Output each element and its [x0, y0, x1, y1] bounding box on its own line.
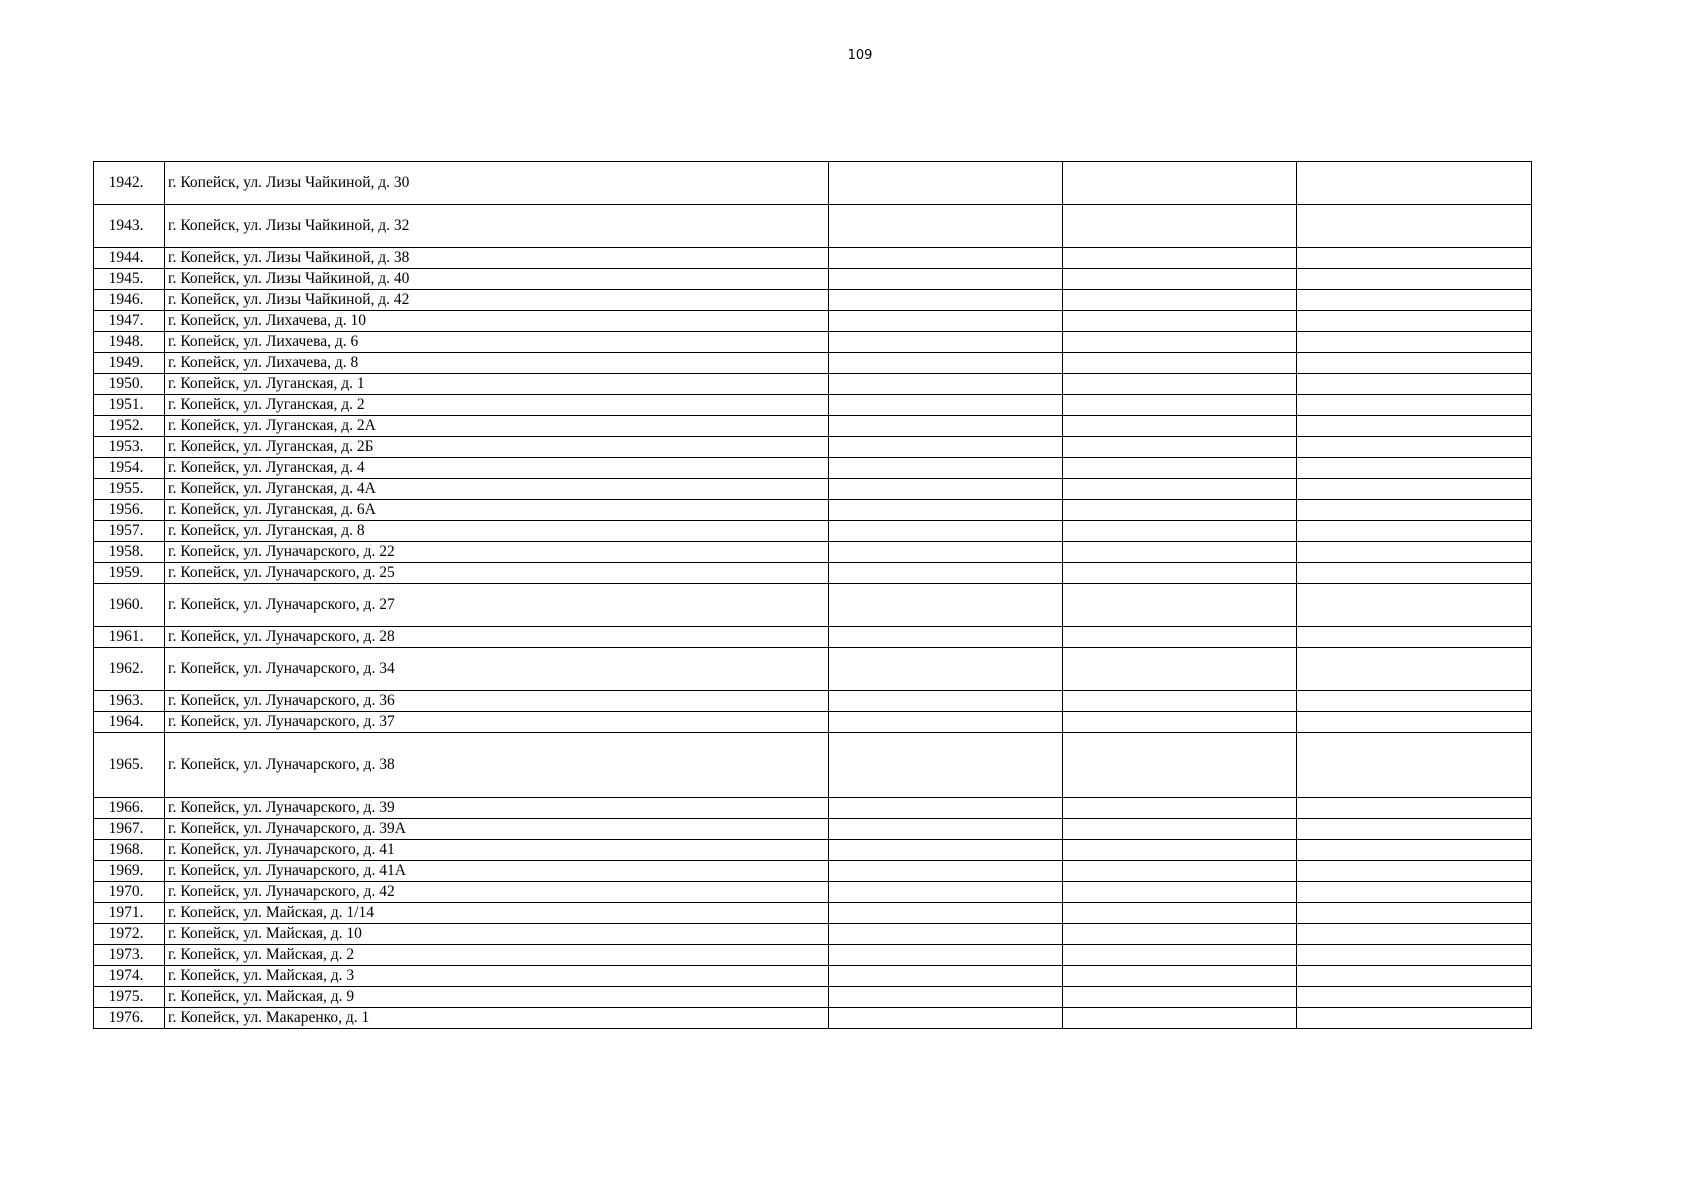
table-row — [94, 563, 1532, 584]
table-row — [94, 691, 1532, 712]
row-number-cell: 1953. — [94, 437, 165, 458]
empty-cell-3 — [1297, 987, 1532, 1008]
empty-cell-2 — [1063, 290, 1297, 311]
table-row — [94, 584, 1532, 627]
row-number-cell: 1968. — [94, 840, 165, 861]
empty-cell-1 — [829, 903, 1063, 924]
address-cell: г. Копейск, ул. Лизы Чайкиной, д. 30 — [165, 162, 829, 205]
empty-cell-2 — [1063, 1008, 1297, 1029]
empty-cell-2 — [1063, 627, 1297, 648]
empty-cell-2 — [1063, 248, 1297, 269]
empty-cell-1 — [829, 584, 1063, 627]
empty-cell-2 — [1063, 437, 1297, 458]
empty-cell-1 — [829, 248, 1063, 269]
empty-cell-1 — [829, 458, 1063, 479]
address-cell: г. Копейск, ул. Майская, д. 1/14 — [165, 903, 829, 924]
empty-cell-2 — [1063, 353, 1297, 374]
row-number-cell: 1954. — [94, 458, 165, 479]
table-row — [94, 542, 1532, 563]
empty-cell-2 — [1063, 882, 1297, 903]
address-cell: г. Копейск, ул. Лихачева, д. 10 — [165, 311, 829, 332]
empty-cell-3 — [1297, 332, 1532, 353]
row-number-cell: 1976. — [94, 1008, 165, 1029]
empty-cell-1 — [829, 691, 1063, 712]
row-number-cell: 1964. — [94, 712, 165, 733]
empty-cell-2 — [1063, 332, 1297, 353]
address-cell: г. Копейск, ул. Майская, д. 9 — [165, 987, 829, 1008]
empty-cell-2 — [1063, 987, 1297, 1008]
empty-cell-1 — [829, 861, 1063, 882]
address-cell: г. Копейск, ул. Луначарского, д. 41 — [165, 840, 829, 861]
empty-cell-1 — [829, 416, 1063, 437]
empty-cell-3 — [1297, 840, 1532, 861]
row-number-cell: 1944. — [94, 248, 165, 269]
address-cell: г. Копейск, ул. Лихачева, д. 8 — [165, 353, 829, 374]
empty-cell-2 — [1063, 584, 1297, 627]
table-row — [94, 290, 1532, 311]
empty-cell-2 — [1063, 712, 1297, 733]
empty-cell-2 — [1063, 691, 1297, 712]
table-row — [94, 374, 1532, 395]
row-number-cell: 1962. — [94, 648, 165, 691]
row-number-cell: 1961. — [94, 627, 165, 648]
empty-cell-2 — [1063, 521, 1297, 542]
empty-cell-3 — [1297, 205, 1532, 248]
empty-cell-3 — [1297, 437, 1532, 458]
row-number-cell: 1959. — [94, 563, 165, 584]
empty-cell-3 — [1297, 353, 1532, 374]
row-number-cell: 1957. — [94, 521, 165, 542]
address-cell: г. Копейск, ул. Луначарского, д. 25 — [165, 563, 829, 584]
table-row — [94, 987, 1532, 1008]
row-number-cell: 1958. — [94, 542, 165, 563]
table-row — [94, 248, 1532, 269]
empty-cell-1 — [829, 924, 1063, 945]
empty-cell-1 — [829, 311, 1063, 332]
empty-cell-3 — [1297, 945, 1532, 966]
empty-cell-3 — [1297, 374, 1532, 395]
empty-cell-2 — [1063, 162, 1297, 205]
row-number-cell: 1963. — [94, 691, 165, 712]
empty-cell-3 — [1297, 521, 1532, 542]
address-cell: г. Копейск, ул. Лизы Чайкиной, д. 38 — [165, 248, 829, 269]
empty-cell-3 — [1297, 903, 1532, 924]
empty-cell-1 — [829, 882, 1063, 903]
empty-cell-3 — [1297, 882, 1532, 903]
empty-cell-2 — [1063, 733, 1297, 798]
page-number: 109 — [847, 48, 873, 63]
empty-cell-2 — [1063, 311, 1297, 332]
address-cell: г. Копейск, ул. Луначарского, д. 38 — [165, 733, 829, 798]
empty-cell-3 — [1297, 584, 1532, 627]
address-cell: г. Копейск, ул. Лизы Чайкиной, д. 32 — [165, 205, 829, 248]
row-number-cell: 1943. — [94, 205, 165, 248]
row-number-cell: 1975. — [94, 987, 165, 1008]
row-number-cell: 1970. — [94, 882, 165, 903]
table-row — [94, 521, 1532, 542]
empty-cell-2 — [1063, 798, 1297, 819]
table-row — [94, 311, 1532, 332]
empty-cell-3 — [1297, 395, 1532, 416]
row-number-cell: 1948. — [94, 332, 165, 353]
table-row — [94, 395, 1532, 416]
address-table — [93, 161, 1532, 1029]
row-number-cell: 1950. — [94, 374, 165, 395]
empty-cell-1 — [829, 819, 1063, 840]
table-row — [94, 162, 1532, 205]
empty-cell-3 — [1297, 798, 1532, 819]
address-cell: г. Копейск, ул. Луганская, д. 4А — [165, 479, 829, 500]
table-row — [94, 861, 1532, 882]
table-row — [94, 269, 1532, 290]
row-number-cell: 1945. — [94, 269, 165, 290]
empty-cell-1 — [829, 395, 1063, 416]
empty-cell-1 — [829, 290, 1063, 311]
empty-cell-3 — [1297, 966, 1532, 987]
address-cell: г. Копейск, ул. Лизы Чайкиной, д. 42 — [165, 290, 829, 311]
empty-cell-3 — [1297, 290, 1532, 311]
empty-cell-1 — [829, 374, 1063, 395]
empty-cell-3 — [1297, 691, 1532, 712]
address-cell: г. Копейск, ул. Луначарского, д. 22 — [165, 542, 829, 563]
row-number-cell: 1951. — [94, 395, 165, 416]
row-number-cell: 1971. — [94, 903, 165, 924]
empty-cell-3 — [1297, 563, 1532, 584]
empty-cell-3 — [1297, 458, 1532, 479]
empty-cell-3 — [1297, 162, 1532, 205]
empty-cell-1 — [829, 798, 1063, 819]
empty-cell-2 — [1063, 205, 1297, 248]
empty-cell-3 — [1297, 269, 1532, 290]
address-cell: г. Копейск, ул. Майская, д. 10 — [165, 924, 829, 945]
address-cell: г. Копейск, ул. Луначарского, д. 27 — [165, 584, 829, 627]
empty-cell-2 — [1063, 966, 1297, 987]
empty-cell-1 — [829, 627, 1063, 648]
table-row — [94, 205, 1532, 248]
empty-cell-1 — [829, 500, 1063, 521]
table-row — [94, 840, 1532, 861]
table-body — [94, 162, 1532, 1029]
empty-cell-2 — [1063, 395, 1297, 416]
empty-cell-3 — [1297, 500, 1532, 521]
address-cell: г. Копейск, ул. Луначарского, д. 41А — [165, 861, 829, 882]
table-row — [94, 627, 1532, 648]
empty-cell-3 — [1297, 1008, 1532, 1029]
empty-cell-2 — [1063, 648, 1297, 691]
table-row — [94, 332, 1532, 353]
table-row — [94, 437, 1532, 458]
empty-cell-1 — [829, 269, 1063, 290]
address-cell: г. Копейск, ул. Лихачева, д. 6 — [165, 332, 829, 353]
empty-cell-3 — [1297, 627, 1532, 648]
table-row — [94, 733, 1532, 798]
address-cell: г. Копейск, ул. Луначарского, д. 28 — [165, 627, 829, 648]
empty-cell-1 — [829, 945, 1063, 966]
empty-cell-2 — [1063, 542, 1297, 563]
address-cell: г. Копейск, ул. Луганская, д. 8 — [165, 521, 829, 542]
empty-cell-3 — [1297, 819, 1532, 840]
empty-cell-2 — [1063, 563, 1297, 584]
empty-cell-3 — [1297, 648, 1532, 691]
empty-cell-2 — [1063, 374, 1297, 395]
empty-cell-3 — [1297, 924, 1532, 945]
table-row — [94, 819, 1532, 840]
empty-cell-2 — [1063, 458, 1297, 479]
empty-cell-1 — [829, 987, 1063, 1008]
empty-cell-2 — [1063, 945, 1297, 966]
table-row — [94, 882, 1532, 903]
empty-cell-3 — [1297, 416, 1532, 437]
empty-cell-1 — [829, 479, 1063, 500]
empty-cell-1 — [829, 205, 1063, 248]
address-cell: г. Копейск, ул. Луганская, д. 2Б — [165, 437, 829, 458]
empty-cell-2 — [1063, 924, 1297, 945]
row-number-cell: 1946. — [94, 290, 165, 311]
empty-cell-1 — [829, 162, 1063, 205]
address-cell: г. Копейск, ул. Луначарского, д. 37 — [165, 712, 829, 733]
address-cell: г. Копейск, ул. Луначарского, д. 39А — [165, 819, 829, 840]
row-number-cell: 1956. — [94, 500, 165, 521]
table-row — [94, 458, 1532, 479]
table-row — [94, 945, 1532, 966]
empty-cell-2 — [1063, 819, 1297, 840]
table-row — [94, 798, 1532, 819]
empty-cell-2 — [1063, 840, 1297, 861]
row-number-cell: 1972. — [94, 924, 165, 945]
empty-cell-2 — [1063, 500, 1297, 521]
empty-cell-2 — [1063, 903, 1297, 924]
row-number-cell: 1965. — [94, 733, 165, 798]
empty-cell-2 — [1063, 269, 1297, 290]
empty-cell-1 — [829, 733, 1063, 798]
row-number-cell: 1973. — [94, 945, 165, 966]
address-cell: г. Копейск, ул. Луганская, д. 1 — [165, 374, 829, 395]
table-row — [94, 479, 1532, 500]
empty-cell-1 — [829, 353, 1063, 374]
table-row — [94, 500, 1532, 521]
address-cell: г. Копейск, ул. Майская, д. 2 — [165, 945, 829, 966]
row-number-cell: 1969. — [94, 861, 165, 882]
empty-cell-1 — [829, 1008, 1063, 1029]
row-number-cell: 1952. — [94, 416, 165, 437]
address-cell: г. Копейск, ул. Макаренко, д. 1 — [165, 1008, 829, 1029]
table-row — [94, 353, 1532, 374]
row-number-cell: 1949. — [94, 353, 165, 374]
row-number-cell: 1974. — [94, 966, 165, 987]
empty-cell-1 — [829, 437, 1063, 458]
address-cell: г. Копейск, ул. Луганская, д. 6А — [165, 500, 829, 521]
row-number-cell: 1967. — [94, 819, 165, 840]
empty-cell-1 — [829, 648, 1063, 691]
table-row — [94, 1008, 1532, 1029]
empty-cell-1 — [829, 840, 1063, 861]
table-row — [94, 924, 1532, 945]
address-cell: г. Копейск, ул. Луганская, д. 2 — [165, 395, 829, 416]
empty-cell-2 — [1063, 479, 1297, 500]
row-number-cell: 1960. — [94, 584, 165, 627]
address-cell: г. Копейск, ул. Лизы Чайкиной, д. 40 — [165, 269, 829, 290]
empty-cell-1 — [829, 563, 1063, 584]
row-number-cell: 1942. — [94, 162, 165, 205]
empty-cell-1 — [829, 332, 1063, 353]
empty-cell-3 — [1297, 311, 1532, 332]
row-number-cell: 1955. — [94, 479, 165, 500]
table-row — [94, 966, 1532, 987]
empty-cell-2 — [1063, 861, 1297, 882]
empty-cell-3 — [1297, 542, 1532, 563]
empty-cell-1 — [829, 966, 1063, 987]
address-cell: г. Копейск, ул. Луначарского, д. 39 — [165, 798, 829, 819]
table-row — [94, 712, 1532, 733]
empty-cell-3 — [1297, 861, 1532, 882]
empty-cell-3 — [1297, 248, 1532, 269]
address-cell: г. Копейск, ул. Луначарского, д. 36 — [165, 691, 829, 712]
table-row — [94, 648, 1532, 691]
table-row — [94, 416, 1532, 437]
address-cell: г. Копейск, ул. Майская, д. 3 — [165, 966, 829, 987]
empty-cell-2 — [1063, 416, 1297, 437]
empty-cell-1 — [829, 521, 1063, 542]
empty-cell-3 — [1297, 479, 1532, 500]
table-row — [94, 903, 1532, 924]
row-number-cell: 1966. — [94, 798, 165, 819]
address-cell: г. Копейск, ул. Луначарского, д. 42 — [165, 882, 829, 903]
row-number-cell: 1947. — [94, 311, 165, 332]
empty-cell-3 — [1297, 733, 1532, 798]
address-cell: г. Копейск, ул. Луганская, д. 4 — [165, 458, 829, 479]
empty-cell-3 — [1297, 712, 1532, 733]
empty-cell-1 — [829, 542, 1063, 563]
address-cell: г. Копейск, ул. Луганская, д. 2А — [165, 416, 829, 437]
address-cell: г. Копейск, ул. Луначарского, д. 34 — [165, 648, 829, 691]
empty-cell-1 — [829, 712, 1063, 733]
